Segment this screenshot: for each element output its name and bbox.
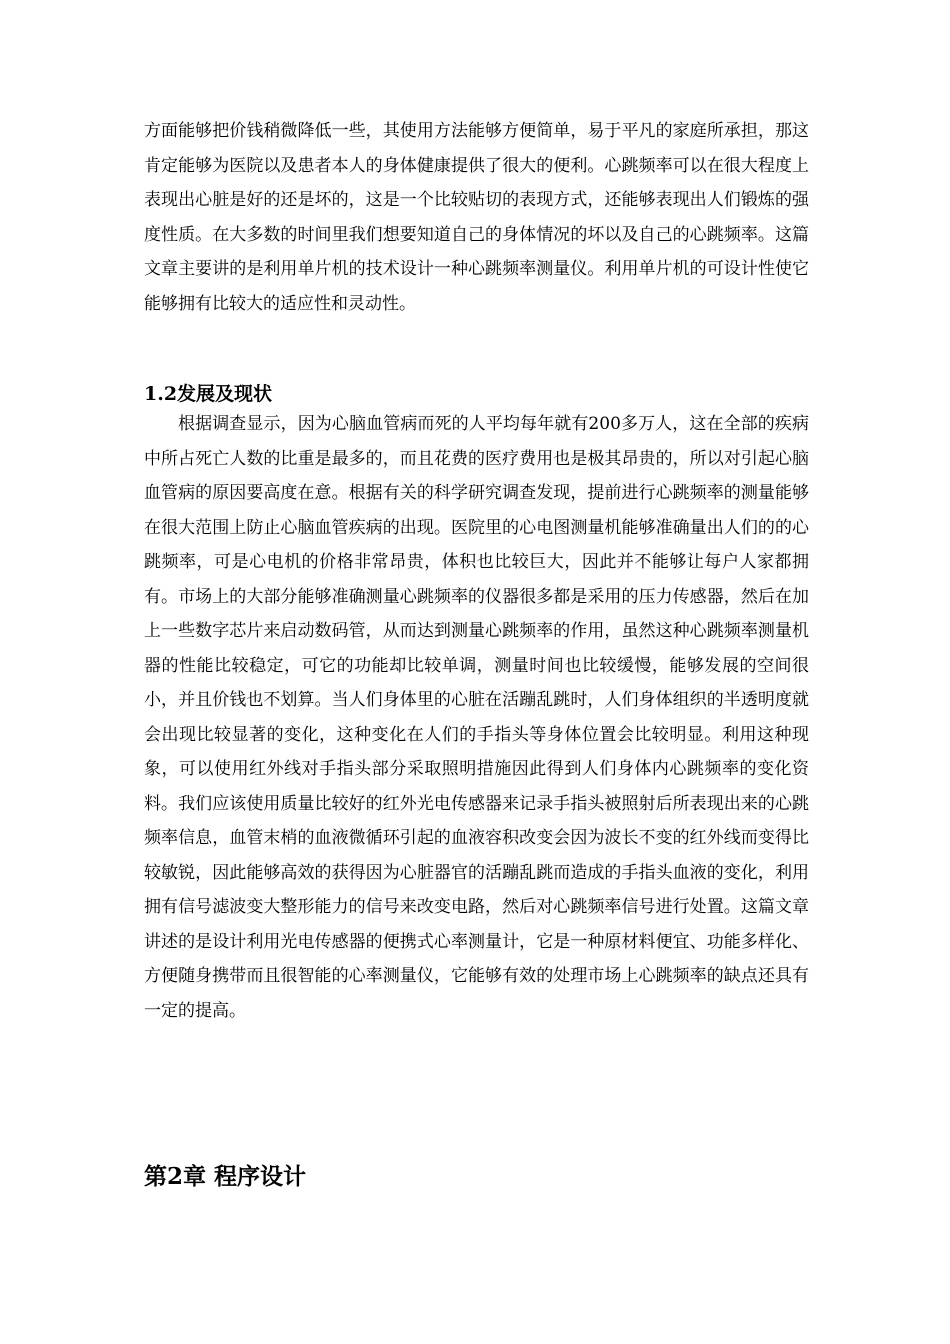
chapter-heading: 第2章 程序设计 — [144, 1163, 307, 1190]
section-heading: 1.2发展及现状 — [144, 383, 273, 405]
continuation-paragraph: 方面能够把价钱稍微降低一些，其使用方法能够方便简单，易于平凡的家庭所承担，那这肯定能够为医院以及患者本人的身体健康提供了很大的便利。心跳频率可以在很大程度上表现出心脏是好的还是坏的，这是一个比较贴切的表现方式，还能够表现出人们锻炼的强度性质。在大多数的时间里我们想要知道自己的身体情况的坏以及自己的心跳频率。这篇文章主要讲的是利用单片机的技术设计一种心跳频率测量仪。利用单片机的可设计性使它能够拥有比较大的适应性和灵动性。 — [144, 121, 809, 314]
section-paragraph: 根据调查显示，因为心脑血管病而死的人平均每年就有200多万人，这在全部的疾病中所占死亡人数的比重是最多的，而且花费的医疗费用也是极其昂贵的，所以对引起心脑血管病的原因要高度在意。根据有关的科学研究调查发现，提前进行心跳频率的测量能够在很大范围上防止心脑血管疾病的出现。医院里的心电图测量机能够准确量出人们的的心跳频率，可是心电机的价格非常昂贵，体积也比较巨大，因此并不能够让每户人家都拥有。市场上的大部分能够准确测量心跳频率的仪器很多都是采用的压力传感器，然后在加上一些数字芯片来启动数码管，从而达到测量心跳频率的作用，虽然这种心跳频率测量机器的性能比较稳定，可它的功能却比较单调，测量时间也比较缓慢，能够发展的空间很小，并且价钱也不划算。当人们身体里的心脏在活蹦乱跳时，人们身体组织的半透明度就会出现比较显著的变化，这种变化在人们的手指头等身体位置会比较明显。利用这种现象，可以使用红外线对手指头部分采取照明措施因此得到人们身体内心跳频率的变化资料。我们应该使用质量比较好的红外光电传感器来记录手指头被照射后所表现出来的心跳频率信息，血管末梢的血液微循环引起的血液容积改变会因为波长不变的红外线而变得比较敏锐，因此能够高效的获得因为心脏器官的活蹦乱跳而造成的手指头血液的变化，利用拥有信号滤波变大整形能力的信号来改变电路，然后对心跳频率信号进行处置。这篇文章讲述的是设计利用光电传感器的便携式心率测量计，它是一种原材料便宜、功能多样化、方便随身携带而且很智能的心率测量仪，它能够有效的处理市场上心跳频率的缺点还具有一定的提高。 — [144, 414, 809, 1021]
